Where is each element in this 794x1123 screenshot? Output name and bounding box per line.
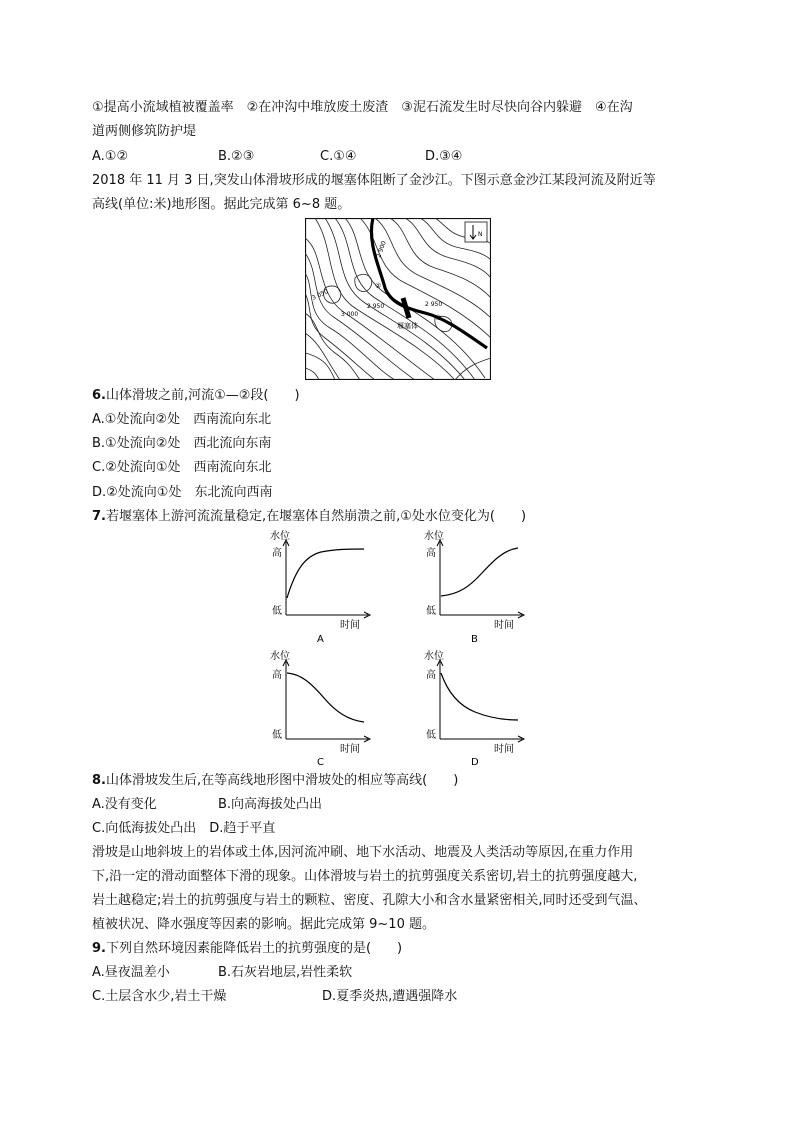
- graph-c-curve: [287, 673, 364, 722]
- q8-stem: [92, 772, 458, 790]
- q6-stem-text: 山体滑坡之前,河流①—②段( ): [105, 388, 300, 403]
- dam-label: 堰塞体: [397, 322, 418, 330]
- q5-option-a: A.①②: [92, 149, 129, 164]
- q7-stem: [92, 508, 526, 526]
- q6-stem: [92, 387, 300, 405]
- q8-options-cd: C.向低海拔处凸出 D.趋于平直: [92, 821, 276, 836]
- graph-b-letter: B: [471, 634, 478, 645]
- point-2-label: ②: [375, 282, 382, 290]
- graph-a-ylabel: 水位: [270, 531, 290, 542]
- contour-map: [305, 218, 491, 380]
- q5-option-c: C.①④: [320, 149, 357, 164]
- graph-a-high: 高: [272, 548, 282, 559]
- q9-option-a: A.昼夜温差小: [92, 965, 170, 980]
- q9-option-d: D.夏季炎热,遭遇强降水: [322, 989, 458, 1004]
- graph-b-ylabel: 水位: [424, 531, 444, 542]
- q9-stem: [92, 940, 402, 958]
- intro2-line2: 下,沿一定的滑动面整体下滑的现象。山体滑坡与岩土的抗剪强度关系密切,岩土的抗剪强度越大,: [92, 869, 638, 884]
- graph-d-ylabel: 水位: [424, 651, 444, 662]
- q9-option-b: B.石灰岩地层,岩性柔软: [218, 965, 353, 980]
- q6-number: 6.: [92, 388, 106, 403]
- contour-label-2950-right: 2 950: [425, 301, 443, 308]
- q5-option-d: D.③④: [425, 149, 463, 164]
- intro2-line3: 岩土越稳定;岩土的抗剪强度与岩土的颗粒、密度、孔隙大小和含水量紧密相关,同时还受到气温、: [92, 893, 647, 908]
- graph-a-xlabel: 时间: [340, 620, 360, 631]
- q8-option-b: B.向高海拔处凸出: [218, 797, 323, 812]
- graph-c-xlabel: 时间: [340, 744, 360, 755]
- q5-line1: ①提高小流域植被覆盖率 ②在冲沟中堆放废土废渣 ③泥石流发生时尽快向谷内躲避 ④在沟: [92, 100, 633, 115]
- graph-c-ylabel: 水位: [270, 651, 290, 662]
- q9-option-c: C.土层含水少,岩土干燥: [92, 989, 227, 1004]
- intro1-line2: 高线(单位:米)地形图。据此完成第 6~8 题。: [92, 197, 351, 212]
- contour-label-2900: 2 900: [375, 240, 388, 259]
- graph-d-xlabel: 时间: [494, 744, 514, 755]
- graph-b: [420, 528, 530, 648]
- q8-number: 8.: [92, 773, 106, 788]
- graph-b-curve: [441, 548, 518, 596]
- graph-d-curve: [441, 673, 518, 720]
- q6-option-a: A.①处流向②处 西南流向东北: [92, 412, 272, 427]
- graph-b-high: 高: [426, 548, 436, 559]
- q6-option-b: B.①处流向②处 西北流向东南: [92, 436, 272, 451]
- contour-label-3050: 3 050: [310, 288, 330, 302]
- graph-d-high: 高: [426, 670, 436, 681]
- graph-d-letter: D: [471, 757, 479, 768]
- q5-line2: 道两侧修筑防护堤: [92, 124, 197, 139]
- graph-b-low: 低: [426, 606, 436, 617]
- point-1-label: ①: [435, 314, 442, 322]
- q8-option-a: A.没有变化: [92, 797, 157, 812]
- q9-number: 9.: [92, 941, 106, 956]
- q7-stem-text: 若堰塞体上游河流流量稳定,在堰塞体自然崩溃之前,①处水位变化为( ): [105, 509, 527, 524]
- graph-a: [266, 528, 376, 648]
- intro2-line4: 植被状况、降水强度等因素的影响。据此完成第 9~10 题。: [92, 917, 435, 932]
- q5-option-b: B.②③: [218, 149, 255, 164]
- q8-stem-text: 山体滑坡发生后,在等高线地形图中滑坡处的相应等高线( ): [105, 773, 459, 788]
- graph-d: [420, 648, 530, 768]
- q7-number: 7.: [92, 509, 106, 524]
- north-label: N: [478, 231, 483, 238]
- intro2-line1: 滑坡是山地斜坡上的岩体或土体,因河流冲刷、地下水活动、地震及人类活动等原因,在重力作用: [92, 845, 634, 860]
- graph-d-low: 低: [426, 730, 436, 741]
- graph-c: [266, 648, 376, 768]
- graph-c-low: 低: [272, 730, 282, 741]
- graph-a-letter: A: [317, 634, 324, 645]
- contour-label-3000: 3 000: [341, 311, 359, 318]
- q6-option-c: C.②处流向①处 西南流向东北: [92, 460, 272, 475]
- contour-label-2950-left: 2 950: [367, 303, 385, 310]
- graph-b-xlabel: 时间: [494, 620, 514, 631]
- intro1-line1: 2018 年 11 月 3 日,突发山体滑坡形成的堰塞体阻断了金沙江。下图示意金沙江某段河流及附近等: [92, 173, 656, 188]
- q6-option-d: D.②处流向①处 东北流向西南: [92, 485, 273, 500]
- graph-c-high: 高: [272, 670, 282, 681]
- q9-stem-text: 下列自然环境因素能降低岩土的抗剪强度的是( ): [105, 941, 403, 956]
- graph-a-curve: [287, 549, 364, 598]
- graph-c-letter: C: [317, 757, 324, 768]
- graph-a-low: 低: [272, 606, 282, 617]
